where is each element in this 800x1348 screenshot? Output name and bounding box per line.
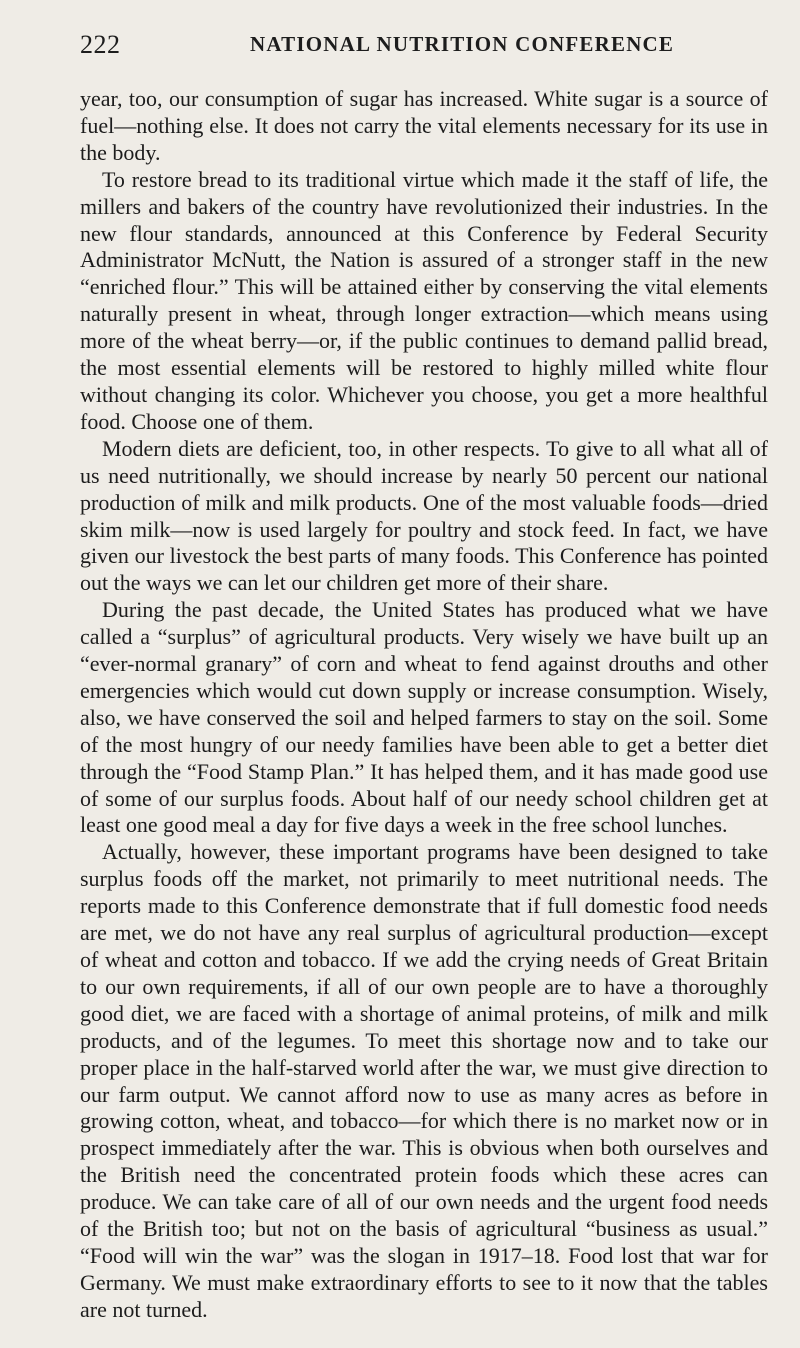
page-number: 222 xyxy=(80,30,121,59)
running-head-title: NATIONAL NUTRITION CONFERENCE xyxy=(250,32,675,56)
paragraph-food-needs-war: Actually, however, these important programs have been designed to take surplus foods off the market, not primarily to meet nutritional needs. The reports made to this Conference demonstrate that if full domestic food needs are met, we do not have any real surplus of agricultural production—except of wheat and cotton and tobacco. If we add the crying needs of Great Britain to our own requirements, if all of our own people are to have a thoroughly good diet, we are faced with a shortage of animal proteins, of milk and milk products, and of the legumes. To meet this shortage now and to take our proper place in the half-starved world after the war, we must give direction to our farm output. We cannot afford now to use as many acres as before in growing cotton, wheat, and tobacco—for which there is no market now or in prospect immediately after the war. This is obvious when both ourselves and the British need the concentrated protein foods which these acres can produce. We can take care of all of our own needs and the urgent food needs of the British too; but not on the basis of agricultural “business as usual.” “Food will win the war” was the slogan in 1917–18. Food lost that war for Germany. We must make extraordinary efforts to see to it now that the tables are not turned. xyxy=(80,839,768,1322)
body-text xyxy=(80,86,768,1324)
paragraph-sugar-continuation: year, too, our consumption of sugar has increased. White sugar is a source of fuel—nothing else. It does not carry the vital elements necessary for its use in the body. xyxy=(80,86,768,165)
paragraph-surplus-programs: During the past decade, the United States has produced what we have called a “surplus” of agricultural products. Very wisely we have built up an “ever-normal granary” of corn and wheat to fend against drouths and other emergencies which would cut down supply or increase consumption. Wisely, also, we have conserved the soil and helped farmers to stay on the soil. Some of the most hungry of our needy families have been able to get a better diet through the “Food Stamp Plan.” It has helped them, and it has made good use of some of our surplus foods. About half of our needy school children get at least one good meal a day for five days a week in the free school lunches. xyxy=(80,597,768,838)
paragraph-enriched-flour: To restore bread to its traditional virtue which made it the staff of life, the millers and bakers of the country have revolutionized their industries. In the new flour standards, announced at this Conference by Federal Security Administrator McNutt, the Nation is assured of a stronger staff in the new “enriched flour.” This will be attained either by conserving the vital elements naturally present in wheat, through longer extraction—which means using more of the wheat berry—or, if the public continues to demand pallid bread, the most essential elements will be restored to highly milled white flour without changing its color. Whichever you choose, you get a more healthful food. Choose one of them. xyxy=(80,166,768,434)
paragraph-modern-diets: Modern diets are deficient, too, in other respects. To give to all what all of us need nutritionally, we should increase by nearly 50 percent our national production of milk and milk products. One of the most valuable foods—dried skim milk—now is used largely for poultry and stock feed. In fact, we have given our livestock the best parts of many foods. This Conference has pointed out the ways we can let our children get more of their share. xyxy=(80,435,768,596)
running-head xyxy=(80,30,756,58)
